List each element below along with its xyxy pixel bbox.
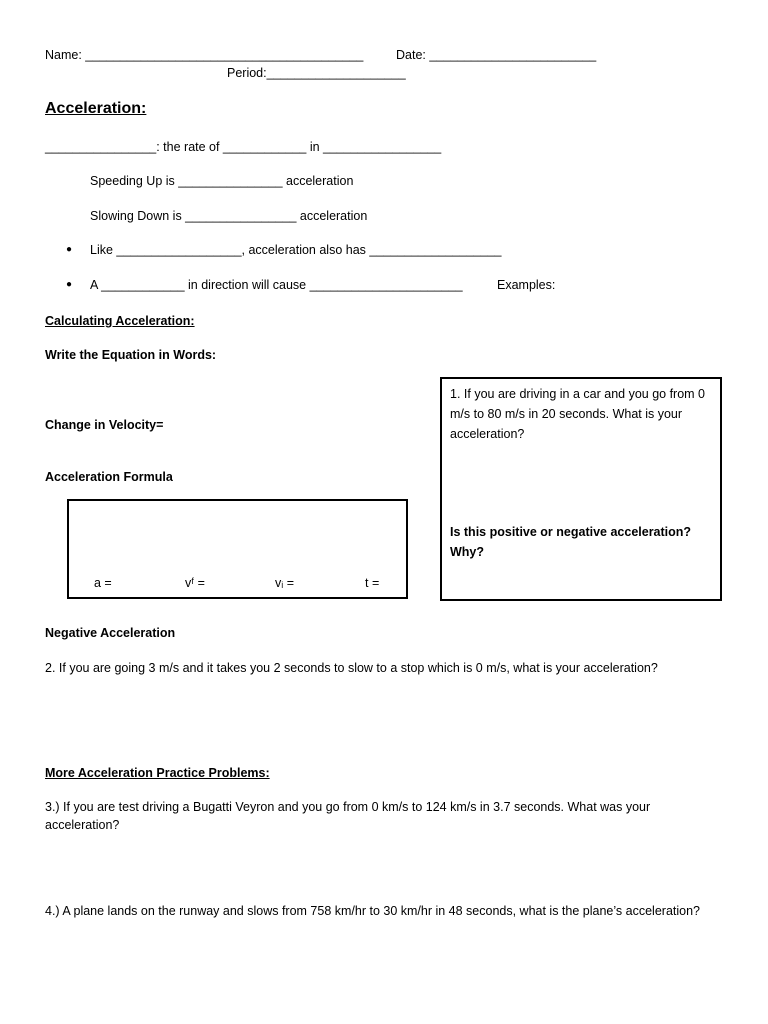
bullet-icon: ● [66,244,73,255]
formula-var-t: t = [365,576,380,590]
name-field: Name: ________________________________________ [45,48,364,62]
definition-line: ________________: the rate of ____________ in _________________ [45,140,442,154]
problem-1-question: 1. If you are driving in a car and you go from 0 m/s to 80 m/s in 20 seconds. What is your acceleration? [450,387,705,441]
practice-heading: More Acceleration Practice Problems: [45,766,270,780]
formula-box [67,499,408,599]
formula-var-vi: vᵢ = [275,576,294,590]
speeding-up-line: Speeding Up is _______________ acceleration [90,174,354,188]
problem-2: 2. If you are going 3 m/s and it takes you 2 seconds to slow to a stop which is 0 m/s, what is your acceleration? [45,661,658,675]
problem-1-followup: Is this positive or negative acceleration? Why? [450,525,692,559]
problem-4: 4.) A plane lands on the runway and slows from 758 km/hr to 30 km/hr in 48 seconds, what is the plane’s acceleration? [45,904,700,918]
equation-words-label: Write the Equation in Words: [45,348,217,362]
page-title: Acceleration: [45,100,147,117]
negative-heading: Negative Acceleration [45,626,176,640]
formula-label: Acceleration Formula [45,470,173,484]
bullet-item: A ____________ in direction will cause ______________________ [90,278,463,292]
formula-var-a: a = [94,576,112,590]
change-velocity-label: Change in Velocity= [45,418,164,432]
date-field: Date: ________________________ [396,48,597,62]
bullet-icon: ● [66,279,73,290]
examples-label: Examples: [497,278,556,292]
period-field: Period:____________________ [227,66,406,80]
formula-var-vf: vᶠ = [185,576,205,590]
problem-3: 3.) If you are test driving a Bugatti Veyron and you go from 0 km/s to 124 km/s in 3.7 seconds. What was your acceleration? [45,800,651,832]
problem-1-box [440,377,722,601]
bullet-item: Like __________________, acceleration also has ___________________ [90,243,502,257]
calculating-heading: Calculating Acceleration: [45,314,195,328]
slowing-down-line: Slowing Down is ________________ acceleration [90,209,368,223]
